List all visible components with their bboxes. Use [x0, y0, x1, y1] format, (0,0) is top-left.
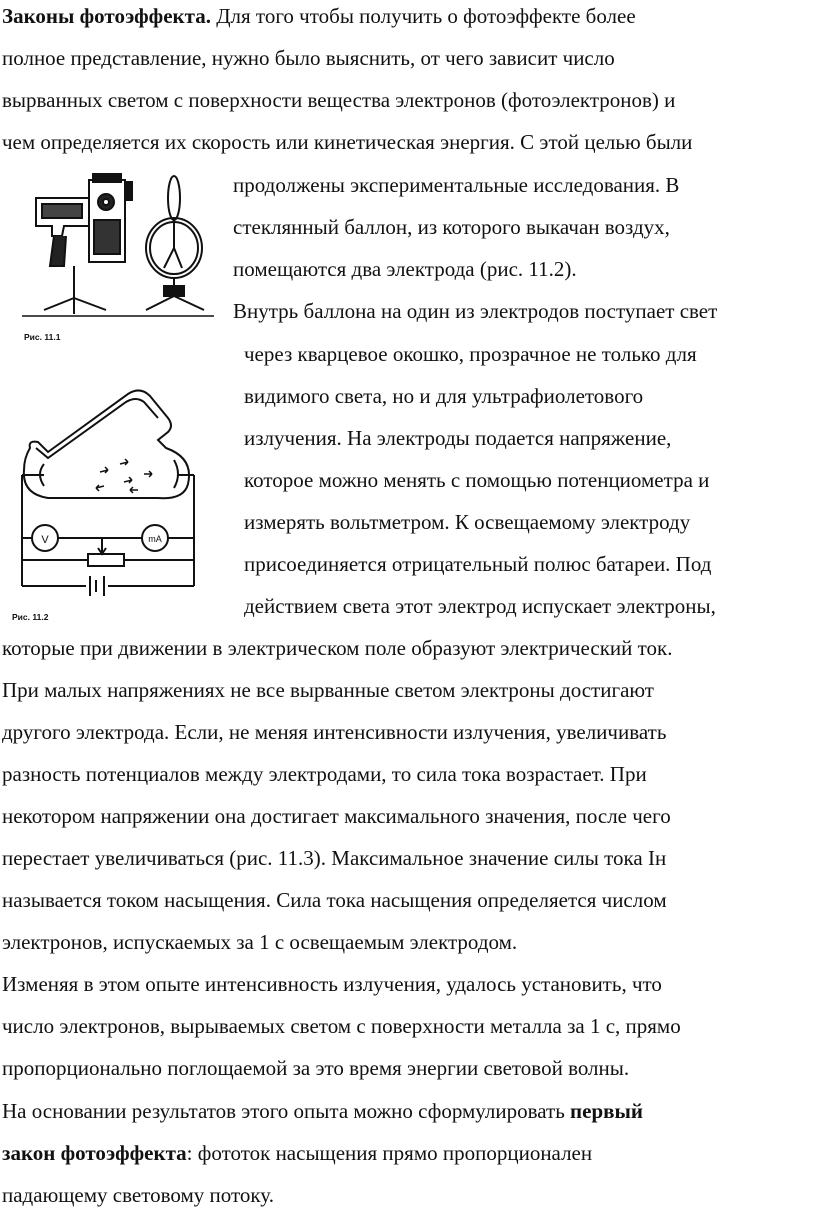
paragraph-line: действием света этот электрод испускает электроны, [244, 594, 716, 618]
paragraph-line: Внутрь баллона на один из электродов поступает свет [233, 299, 718, 323]
voltmeter-label: V [41, 534, 49, 546]
law-intro: На основании результатов этого опыта можно сформулировать [2, 1099, 571, 1123]
paragraph-line: При малых напряжениях не все вырванные светом электроны достигают [2, 678, 654, 702]
figure-11-1 [14, 168, 219, 348]
figure-caption: Рис. 11.2 [12, 612, 49, 622]
paragraph-line: падающему световому потоку. [2, 1183, 274, 1207]
paragraph-line: полное представление, нужно было выяснить, от чего зависит число [2, 46, 615, 70]
paragraph-line: перестает увеличиваться (рис. 11.3). Максимальное значение силы тока Iн [2, 846, 667, 870]
paragraph-line: излучения. На электроды подается напряжение, [244, 426, 672, 450]
figure-11-2 [8, 388, 208, 624]
paragraph-line [2, 2, 636, 30]
milliammeter-label: mA [148, 534, 162, 544]
paragraph-line: электронов, испускаемых за 1 с освещаемым электродом. [2, 930, 518, 954]
paragraph-line: измерять вольтметром. К освещаемому электроду [244, 510, 691, 534]
paragraph-line: которые при движении в электрическом поле образуют электрический ток. [2, 636, 673, 660]
law-statement: : фототок насыщения прямо пропорционален [186, 1141, 593, 1165]
law-term: первый [570, 1099, 643, 1123]
paragraph-line [2, 1097, 643, 1125]
paragraph-line: продолжены экспериментальные исследования. В [233, 173, 680, 197]
figure-caption: Рис. 11.1 [24, 332, 61, 342]
paragraph-line: видимого света, но и для ультрафиолетового [244, 384, 644, 408]
section-heading: Законы фотоэффекта. [2, 4, 211, 28]
paragraph-line: помещаются два электрода (рис. 11.2). [233, 257, 577, 281]
paragraph-line: чем определяется их скорость или кинетическая энергия. С этой целью были [2, 130, 693, 154]
paragraph-line: стеклянный баллон, из которого выкачан воздух, [233, 215, 670, 239]
paragraph-line: Изменяя в этом опыте интенсивность излучения, удалось установить, что [2, 972, 662, 996]
paragraph-line: вырванных светом с поверхности вещества электронов (фотоэлектронов) и [2, 88, 676, 112]
paragraph-line: пропорционально поглощаемой за это время энергии световой волны. [2, 1056, 630, 1080]
paragraph-line [2, 1139, 592, 1167]
paragraph-line: некотором напряжении она достигает максимального значения, после чего [2, 804, 671, 828]
electroscope-apparatus-illustration [14, 168, 219, 348]
paragraph-line: называется током насыщения. Сила тока насыщения определяется числом [2, 888, 667, 912]
paragraph-line: которое можно менять с помощью потенциометра и [244, 468, 710, 492]
paragraph-line: другого электрода. Если, не меняя интенсивности излучения, увеличивать [2, 720, 667, 744]
paragraph-line: через кварцевое окошко, прозрачное не только для [244, 342, 697, 366]
law-term: закон фотоэффекта [2, 1141, 187, 1165]
paragraph-line: число электронов, вырываемых светом с поверхности металла за 1 с, прямо [2, 1014, 681, 1038]
phototube-circuit-diagram [8, 388, 208, 624]
paragraph-line: присоединяется отрицательный полюс батареи. Под [244, 552, 712, 576]
heading-continuation: Для того чтобы получить о фотоэффекте более [210, 4, 636, 28]
paragraph-line: разность потенциалов между электродами, то сила тока возрастает. При [2, 762, 647, 786]
